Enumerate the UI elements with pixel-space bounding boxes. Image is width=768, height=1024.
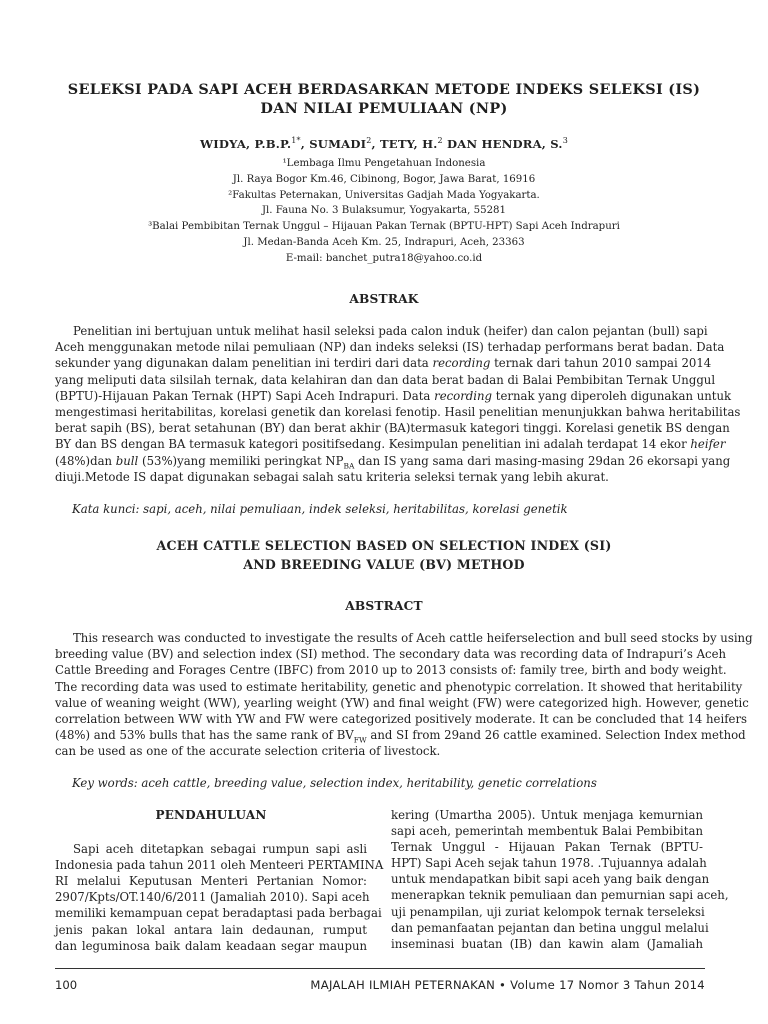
author-affiliation-mark: 2 bbox=[366, 136, 372, 145]
body-line: HPT) Sapi Aceh sejak tahun 1978. .Tujuannya adalah bbox=[391, 856, 707, 871]
abstract-line: This research was conducted to investigate the results of Aceh cattle heiferselection and bull seed stocks by using bbox=[73, 631, 753, 645]
text-run: (48%)dan bbox=[55, 453, 116, 468]
affiliation-line: Jl. Fauna No. 3 Bulaksumur, Yogyakarta, 55281 bbox=[261, 205, 507, 217]
title-line-1: SELEKSI PADA SAPI ACEH BERDASARKAN METODE INDEKS SELEKSI (IS) bbox=[67, 81, 701, 98]
body-line: kering (Umartha 2005). Untuk menjaga kemurnian bbox=[391, 808, 703, 822]
footer-divider bbox=[55, 968, 705, 969]
body-line: sapi aceh, pemerintah membentuk Balai Pembibitan bbox=[391, 824, 703, 839]
abstract-line bbox=[55, 727, 746, 745]
affiliation-line: ²Fakultas Peternakan, Universitas Gadjah Mada Yogyakarta. bbox=[228, 189, 540, 201]
body-line: Indonesia pada tahun 2011 oleh Menteeri PERTAMINA bbox=[55, 858, 384, 873]
affiliation-line: Jl. Medan-Banda Aceh Km. 25, Indrapuri, Aceh, 23363 bbox=[243, 236, 525, 248]
affiliation-line: ¹Lembaga Ilmu Pengetahuan Indonesia bbox=[282, 158, 486, 169]
pendahuluan-right-column bbox=[391, 807, 729, 952]
text-run: ternak dari tahun 2010 sampai 2014 bbox=[490, 356, 712, 371]
abstract-line: The recording data was used to estimate heritability, genetic and phenotypic correlation. It showed that heritability bbox=[55, 679, 743, 694]
subscript: FW bbox=[353, 735, 367, 745]
text-run: BY dan BS dengan BA termasuk kategori positifsedang. Kesimpulan penelitian ini adalah terdapat 14 ekor bbox=[55, 437, 691, 452]
text-run: (48%) and 53% bulls that has the same rank of BV bbox=[55, 728, 354, 743]
abstrak-line bbox=[55, 453, 731, 470]
english-title-line-1: ACEH CATTLE SELECTION BASED ON SELECTION INDEX (SI) bbox=[156, 538, 612, 553]
body-line: Ternak Unggul - Hijauan Pakan Ternak (BPTU- bbox=[391, 840, 703, 855]
body-line: uji penampilan, uji zuriat kelompok ternak terseleksi bbox=[391, 904, 705, 919]
page-number: 100 bbox=[55, 978, 78, 992]
author-name: WIDYA, P.B.P. bbox=[200, 136, 292, 151]
text-run: ternak yang diperoleh digunakan untuk bbox=[492, 388, 732, 403]
body-line: dan leguminosa baik dalam keadaan segar maupun bbox=[55, 938, 367, 953]
author-affiliation-mark: 1* bbox=[291, 136, 301, 145]
abstrak-line: Penelitian ini bertujuan untuk melihat hasil seleksi pada calon induk (heifer) dan calon pejantan (bull) sapi bbox=[73, 324, 708, 338]
english-title-line-2: AND BREEDING VALUE (BV) METHOD bbox=[243, 557, 525, 572]
affiliation-line: Jl. Raya Bogor Km.46, Cibinong, Bogor, Jawa Barat, 16916 bbox=[232, 173, 536, 185]
text-run: and SI from 29and 26 cattle examined. Selection Index method bbox=[366, 728, 746, 743]
pendahuluan-heading: PENDAHULUAN bbox=[155, 808, 267, 822]
body-line: Sapi aceh ditetapkan sebagai rumpun sapi asli bbox=[73, 842, 367, 857]
subscript: BA bbox=[343, 460, 355, 470]
abstrak-line: diuji.Metode IS dapat digunakan sebagai salah satu kriteria seleksi ternak yang lebih akurat. bbox=[55, 469, 609, 484]
key-words: Key words: aceh cattle, breeding value, selection index, heritability, genetic correlations bbox=[72, 776, 597, 790]
author-affiliation-mark: 2 bbox=[437, 136, 443, 145]
body-line: dan pemanfaatan pejantan dan betina unggul melalui bbox=[391, 920, 709, 935]
body-line: inseminasi buatan (IB) dan kawin alam (Jamaliah bbox=[391, 936, 703, 951]
body-line: jenis pakan lokal antara lain dedaunan, rumput bbox=[55, 922, 367, 937]
body-line: memiliki kemampuan cepat beradaptasi pada berbagai bbox=[55, 906, 382, 921]
italic-term: bull bbox=[115, 453, 139, 468]
abstract-line: can be used as one of the accurate selection criteria of livestock. bbox=[55, 744, 441, 759]
body-line: RI melalui Keputusan Menteri Pertanian Nomor: bbox=[55, 874, 367, 889]
italic-term: recording bbox=[434, 388, 493, 403]
text-run: (BPTU)-Hijauan Pakan Ternak (HPT) Sapi Aceh Indrapuri. Data bbox=[55, 388, 435, 403]
abstract-line: Cattle Breeding and Forages Centre (IBFC) from 2010 up to 2013 consists of: family tree, birth and body weight. bbox=[55, 663, 727, 678]
abstrak-line bbox=[55, 355, 712, 371]
body-line: 2907/Kpts/OT.140/6/2011 (Jamaliah 2010). Sapi aceh bbox=[55, 890, 370, 905]
affiliations bbox=[40, 156, 728, 267]
abstrak-line: Aceh menggunakan metode nilai pemuliaan (NP) dan indeks seleksi (IS) terhadap performans berat badan. Data bbox=[55, 340, 725, 355]
author-name: DAN HENDRA, S. bbox=[442, 136, 563, 151]
abstrak-line bbox=[55, 388, 732, 404]
author-name: , TETY, H. bbox=[371, 136, 438, 151]
abstrak-line: yang meliputi data silsilah ternak, data kelahiran dan dan data berat badan di Balai Pembibitan Ternak Unggul bbox=[55, 372, 716, 387]
text-run: sekunder yang digunakan dalam penelitian ini terdiri dari data bbox=[55, 356, 433, 371]
author-list bbox=[40, 136, 728, 151]
abstract-body bbox=[55, 630, 753, 760]
affiliation-line: ³Balai Pembibitan Ternak Unggul – Hijauan Pakan Ternak (BPTU-HPT) Sapi Aceh Indrapuri bbox=[148, 221, 620, 233]
text-run: (53%)yang memiliki peringkat NP bbox=[138, 453, 344, 468]
abstrak-line: berat sapih (BS), berat setahunan (BY) dan berat akhir (BA)termasuk kategori tinggi. Korelasi genetik BS dengan bbox=[55, 421, 730, 436]
abstract-line: breeding value (BV) and selection index (SI) method. The secondary data was recording data of Indrapuri’s Aceh bbox=[55, 647, 727, 662]
title-line-2: DAN NILAI PEMULIAAN (NP) bbox=[260, 100, 508, 117]
body-line: untuk mendapatkan bibit sapi aceh yang baik dengan bbox=[391, 872, 710, 887]
abstract-line: value of weaning weight (WW), yearling weight (YW) and final weight (FW) were categorized high. However, genetic bbox=[55, 695, 749, 710]
english-title bbox=[40, 536, 728, 574]
abstrak-body bbox=[55, 323, 741, 485]
kata-kunci: Kata kunci: sapi, aceh, nilai pemuliaan, indek seleksi, heritabilitas, korelasi genetik bbox=[72, 502, 568, 516]
author-name: , SUMADI bbox=[300, 136, 367, 151]
abstrak-line: mengestimasi heritabilitas, korelasi genetik dan korelasi fenotip. Hasil penelitian menunjukkan bahwa heritabilitas bbox=[55, 405, 741, 420]
pendahuluan-left-column bbox=[55, 807, 384, 954]
abstract-line: correlation between WW with YW and FW were categorized positively moderate. It can be concluded that 14 heifers bbox=[55, 712, 748, 727]
text-run: dan IS yang sama dari masing-masing 29dan 26 ekorsapi yang bbox=[354, 453, 731, 468]
abstract-heading: ABSTRACT bbox=[345, 599, 423, 613]
italic-term: heifer bbox=[690, 437, 726, 452]
italic-term: recording bbox=[432, 356, 491, 371]
email-line: E-mail: banchet_putra18@yahoo.co.id bbox=[285, 252, 483, 264]
journal-name: MAJALAH ILMIAH PETERNAKAN • Volume 17 Nomor 3 Tahun 2014 bbox=[310, 978, 705, 992]
author-affiliation-mark: 3 bbox=[562, 136, 568, 145]
abstrak-line bbox=[55, 436, 726, 452]
article-title bbox=[40, 80, 728, 118]
abstrak-heading: ABSTRAK bbox=[349, 292, 419, 306]
body-line: menerapkan teknik pemuliaan dan pemurnian sapi aceh, bbox=[391, 888, 729, 903]
